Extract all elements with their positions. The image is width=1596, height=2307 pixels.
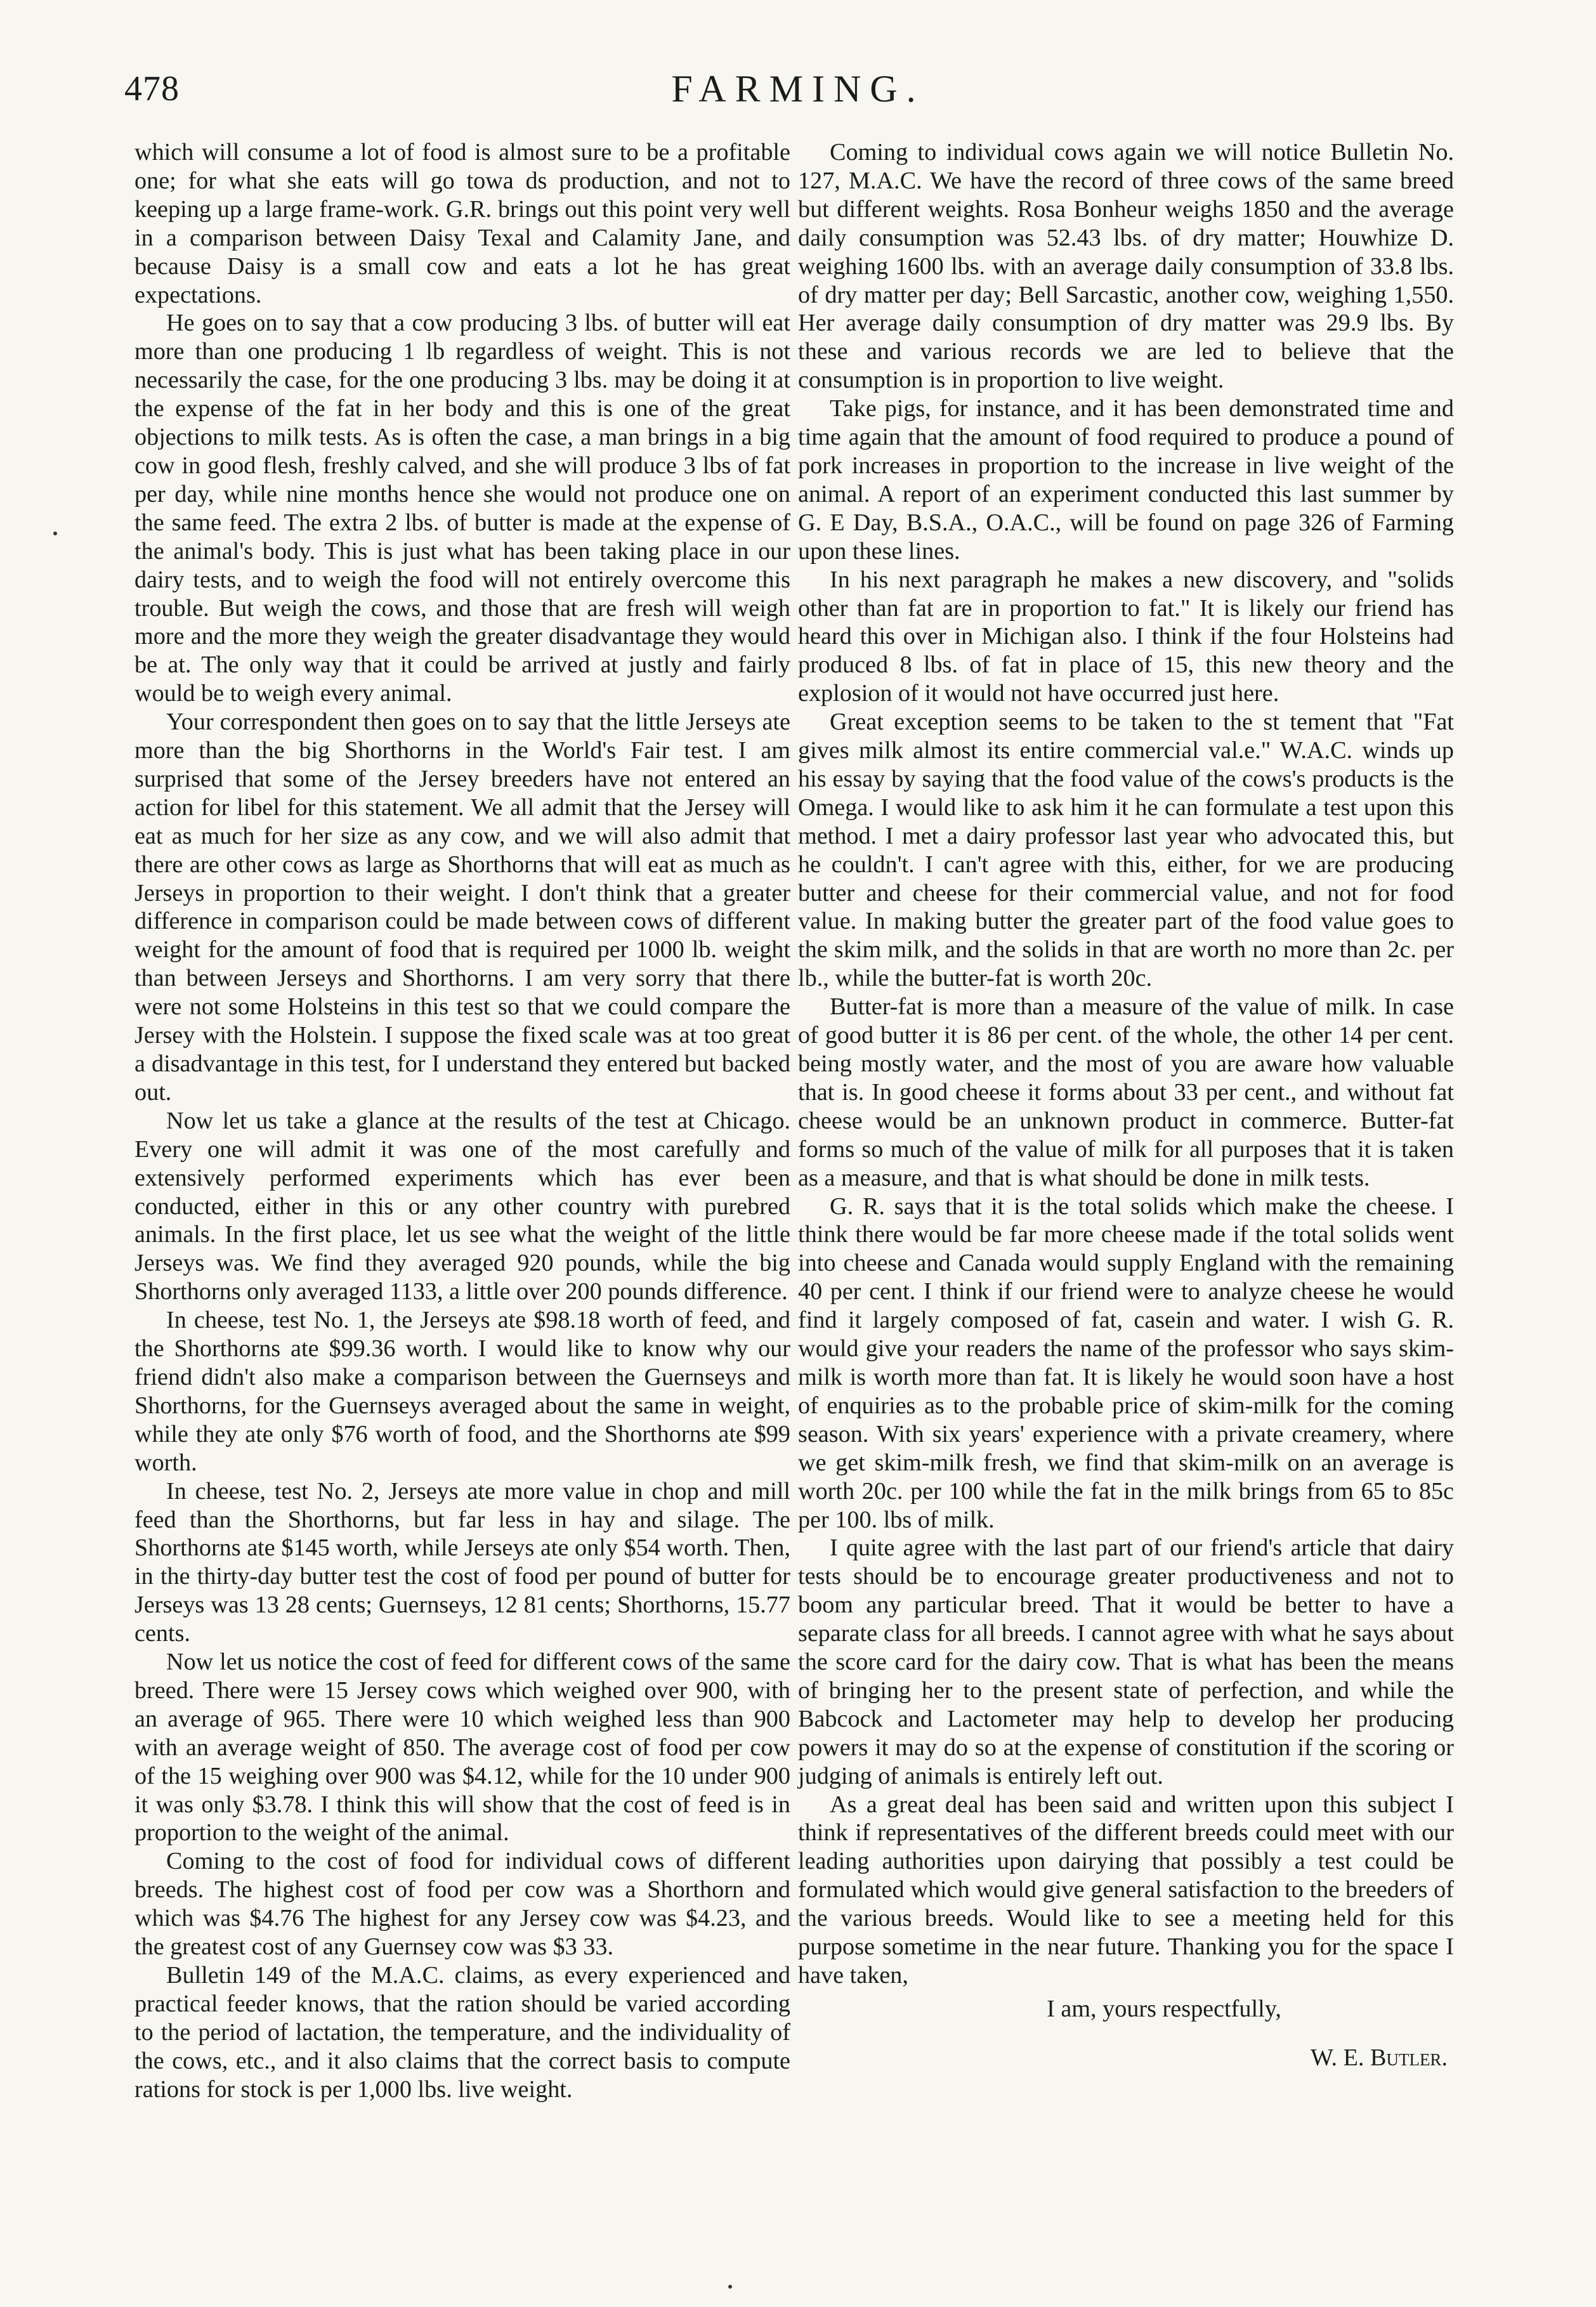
letter-closing: I am, yours respectfully, [1047, 1995, 1281, 2022]
author-signature: W. E. Butler. [1310, 2044, 1448, 2071]
paragraph: Butter-fat is more than a measure of the value of milk. In case of good butter it is 86 per cent. of the whole, the other 14 per cent. being mostly water, and the most of you are aware how valuable that is. In good cheese it forms about 33 per cent., and without fat cheese would be an unknown product in commerce. Butter-fat forms so much of the value of milk for all purposes that it is taken as a measure, and that is what should be done in milk tests. [798, 993, 1454, 1191]
paragraph: Coming to individual cows again we will notice Bulletin No. 127, M.A.C. We have the record of three cows of the same breed but different weights. Rosa Bonheur weighs 1850 and the average daily consumption was 52.43 lbs. of dry matter; Houwhize D. weighing 1600 lbs. with an average daily consumption of 33.8 lbs. of dry matter per day; Bell Sarcastic, another cow, weighing 1,550. Her average daily consumption of dry matter was 29.9 lbs. By these and various records we are led to believe that the consumption is in proportion to live weight. [798, 139, 1454, 394]
paragraph: He goes on to say that a cow producing 3 lbs. of butter will eat more than one producing 1 lb regardless of weight. This is not necessarily the case, for the one producing 3 lbs. may be doing it at the expense of the fat in her body and this is one of the great objections to milk tests. As is often the case, a man brings in a big cow in good flesh, freshly calved, and she will produce 3 lbs of fat per day, while nine months hence she would not produce one on the same feed. The extra 2 lbs. of butter is made at the expense of the animal's body. This is just what has been taking place in our dairy tests, and to weigh the food will not entirely overcome this trouble. But weigh the cows, and those that are fresh will weigh more and the more they weigh the greater disadvantage they would be at. The only way that it could be arrived at justly and fairly would be to weigh every animal. [134, 310, 790, 707]
paragraph: Bulletin 149 of the M.A.C. claims, as every experienced and practical feeder knows, that the ration should be varied according to the period of lactation, the temperature, and the individuality of the cows, etc., and it also claims that the correct basis to compute rations for stock is per 1,000 lbs. live weight. [134, 1962, 790, 2103]
paragraph: Coming to the cost of food for individual cows of different breeds. The highest cost of food per cow was a Shorthorn and which was $4.76 The highest for any Jersey cow was $4.23, and the greatest cost of any Guernsey cow was $3 33. [134, 1848, 790, 1961]
running-title: FARMING. [671, 68, 925, 110]
paragraph: Now let us take a glance at the results of the test at Chicago. Every one will admit it was one of the most carefully and extensively performed experiments which has ever been conducted, either in this or any other country with purebred animals. In the first place, let us see what the weight of the little Jerseys was. We find they averaged 920 pounds, while the big Shorthorns only averaged 1133, a little over 200 pounds difference. [134, 1107, 790, 1305]
paragraph: G. R. says that it is the total solids which make the cheese. I think there would be far more cheese made if the total solids went into cheese and Canada would supply England with the remaining 40 per cent. I think if our friend were to analyze cheese he would find it largely composed of fat, casein and water. I wish G. R. would give your readers the name of the professor who says skim-milk is worth more than fat. It is likely he would soon have a host of enquiries as to the probable price of skim-milk for the coming season. With six years' experience with a private creamery, where we get skim-milk fresh, we find that skim-milk on an average is worth 20c. per 100 while the fat in the milk brings from 65 to 85c per 100. lbs of milk. [798, 1193, 1454, 1533]
paragraph: In cheese, test No. 2, Jerseys ate more value in chop and mill feed than the Shorthorns, but far less in hay and silage. The Shorthorns ate $145 worth, while Jerseys ate only $54 worth. Then, in the thirty-day butter test the cost of food per pound of butter for Jerseys was 13 28 cents; Guernseys, 12 81 cents; Shorthorns, 15.77 cents. [134, 1477, 790, 1647]
paragraph: I quite agree with the last part of our friend's article that dairy tests should be to encourage greater productiveness and not to boom any particular breed. That it would be better to have a separate class for all breeds. I cannot agree with what he says about the score card for the dairy cow. That is what has been the means of bringing her to the present state of perfection, and while the Babcock and Lactometer may help to develop her producing powers it may do so at the expense of constitution if the scoring or judging of animals is entirely left out. [798, 1534, 1454, 1789]
stray-print-mark [728, 2285, 732, 2289]
stray-print-mark [53, 532, 57, 535]
paragraph: Take pigs, for instance, and it has been demonstrated time and time again that the amount of food required to produce a pound of pork increases in proportion to the increase in live weight of the animal. A report of an experiment conducted this last summer by G. E Day, B.S.A., O.A.C., will be found on page 326 of Farming upon these lines. [798, 395, 1454, 565]
paragraph: which will consume a lot of food is almost sure to be a profitable one; for what she eats will go towa ds production, and not to keeping up a large frame-work. G.R. brings out this point very well in a comparison between Daisy Texal and Calamity Jane, and because Daisy is a small cow and eats a lot he has great expectations. [134, 139, 790, 308]
paragraph: In cheese, test No. 1, the Jerseys ate $98.18 worth of feed, and the Shorthorns ate $99.36 worth. I would like to know why our friend didn't also make a comparison between the Guernseys and Shorthorns, for the Guernseys averaged about the same in weight, while they ate only $76 worth of food, and the Shorthorns ate $99 worth. [134, 1307, 790, 1476]
right-column [798, 138, 1454, 2072]
page-number: 478 [124, 69, 180, 108]
paragraph: Your correspondent then goes on to say that the little Jerseys ate more than the big Shorthorns in the World's Fair test. I am surprised that some of the Jersey breeders have not entered an action for libel for this statement. We all admit that the Jersey will eat as much for her size as any cow, and we will also admit that there are other cows as large as Shorthorns that will eat as much as Jerseys in proportion to their weight. I don't think that a greater difference in comparison could be made between cows of different weight for the amount of food that is required per 1000 lb. weight than between Jerseys and Shorthorns. I am very sorry that there were not some Holsteins in this test so that we could compare the Jersey with the Holstein. I suppose the fixed scale was at too great a disadvantage in this test, for I understand they entered but backed out. [134, 709, 790, 1106]
paragraph: Great exception seems to be taken to the st tement that "Fat gives milk almost its entire commercial val.e." W.A.C. winds up his essay by saying that the food value of the cows's products is the Omega. I would like to ask him it he can formulate a test upon this method. I met a dairy professor last year who advocated this, but he couldn't. I can't agree with this, either, for we are producing butter and cheese for their commercial value, and not for food value. In making butter the greater part of the food value goes to the skim milk, and the solids in that are worth no more than 2c. per lb., while the butter-fat is worth 20c. [798, 709, 1454, 992]
left-column [134, 138, 790, 2104]
paragraph: In his next paragraph he makes a new discovery, and "solids other than fat are in proportion to fat." It is likely our friend has heard this over in Michigan also. I think if the four Holsteins had produced 8 lbs. of fat in place of 15, this new theory and the explosion of it would not have occurred just here. [798, 566, 1454, 707]
paragraph: Now let us notice the cost of feed for different cows of the same breed. There were 15 Jersey cows which weighed over 900, with an average of 965. There were 10 which weighed less than 900 with an average weight of 850. The average cost of food per cow of the 15 weighing over 900 was $4.12, while for the 10 under 900 it was only $3.78. I think this will show that the cost of feed is in proportion to the weight of the animal. [134, 1649, 790, 1846]
paragraph: As a great deal has been said and written upon this subject I think if representatives of the different breeds could meet with our leading authorities upon dairying that possibly a test could be formulated which would give general satisfaction to the breeders of the various breeds. Would like to see a meeting held for this purpose sometime in the near future. Thanking you for the space I have taken, [798, 1791, 1454, 1989]
